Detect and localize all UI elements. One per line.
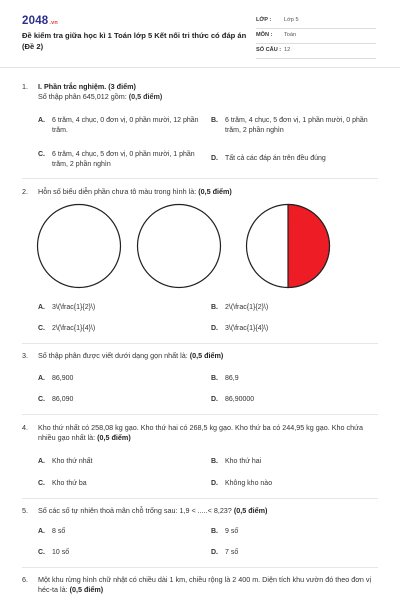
option-text: 6 trăm, 4 chục, 5 đơn vị, 0 phần mười, 1 phần trăm, 2 phần nghìn [52, 151, 195, 168]
logo-suffix: .vn [49, 20, 58, 26]
question-stem: Số thập phân 645,012 gồm: [38, 92, 127, 101]
option-text: 86,90000 [225, 396, 255, 403]
option-label: D. [211, 480, 218, 487]
question-points: (0,5 điểm) [189, 351, 224, 360]
option-label: C. [38, 396, 45, 403]
question-number: 3. [22, 351, 28, 360]
shaded-half [288, 205, 330, 288]
option-label: A. [38, 304, 45, 311]
option-text: 3\(\frac{1}{4}\) [225, 325, 269, 332]
question-stem: Hỗn số biểu diễn phần chưa tô màu trong hình là: [38, 187, 197, 196]
meta-value: 12 [284, 47, 291, 53]
question-heading [38, 82, 382, 92]
meta-value: Toán [284, 32, 297, 38]
question-stem: Kho thứ nhất có 258,08 kg gạo. Kho thứ hai có 268,5 kg gạo. Kho thứ ba có 244,95 kg gạo. Kho chứa nhiều gạo nhất là: [38, 423, 363, 442]
divider [22, 567, 378, 568]
meta-key: SỐ CÂU : [256, 47, 282, 53]
option-text: 10 số [52, 549, 70, 556]
meta-key: LỚP : [256, 17, 272, 23]
option-text: Kho thứ nhất [52, 458, 93, 465]
meta-row-subject [256, 29, 376, 44]
option-text: 8 số [52, 528, 66, 535]
option-text: Kho thứ hai [225, 458, 262, 465]
option-label: A. [38, 117, 45, 124]
question-stem: Số thập phân được viết dưới dạng gọn nhất là: [38, 351, 188, 360]
document-header [0, 0, 400, 68]
option-text: 86,900 [52, 375, 74, 382]
divider [22, 178, 378, 179]
logo-text: 2048 [22, 15, 49, 27]
option-label: B. [211, 304, 218, 311]
option-text: 2\(\frac{1}{2}\) [225, 304, 269, 311]
site-logo[interactable] [22, 15, 58, 27]
option-text: 3\(\frac{1}{2}\) [52, 304, 96, 311]
divider [22, 343, 378, 344]
option-text: 9 số [225, 528, 239, 535]
question-points: (0,5 điểm) [97, 433, 131, 442]
question-text [38, 423, 382, 443]
option-label: B. [211, 458, 218, 465]
question-number: 5. [22, 506, 28, 515]
option-label: A. [38, 528, 45, 535]
divider [22, 414, 378, 415]
meta-value: Lớp 5 [284, 17, 299, 23]
question-text [38, 575, 382, 595]
question-number: 4. [22, 423, 28, 432]
option-text: Tất cả các đáp án trên đều đúng [225, 155, 326, 162]
option-text: Kho thứ ba [52, 480, 87, 487]
option-label: B. [211, 528, 218, 535]
option-text: 86,9 [225, 375, 239, 382]
question-stem: Số các số tự nhiên thoả mãn chỗ trống sau: 1,9 < .....< 8,23? [38, 506, 232, 515]
option-label: A. [38, 375, 45, 382]
option-label: B. [211, 117, 218, 124]
question-number: 2. [22, 187, 28, 196]
question-number: 6. [22, 575, 28, 584]
meta-row-grade [256, 14, 376, 29]
question-text [38, 351, 382, 361]
divider [22, 498, 378, 499]
question-text [38, 187, 382, 197]
option-label: B. [211, 375, 218, 382]
option-label: A. [38, 458, 45, 465]
question-points: (0,5 điểm) [69, 585, 104, 594]
option-text: 7 số [225, 549, 239, 556]
option-text: 86,090 [52, 396, 74, 403]
question-points: (0,5 điểm) [233, 506, 268, 515]
option-label: C. [38, 480, 45, 487]
circle-unshaded-1 [38, 205, 121, 288]
option-label: D. [211, 325, 218, 332]
question-number: 1. [22, 82, 28, 91]
option-text: 6 trăm, 4 chục, 0 đơn vị, 0 phần mười, 12 phần trăm. [52, 117, 199, 134]
option-label: C. [38, 549, 45, 556]
meta-row-question-count [256, 44, 376, 59]
option-label: C. [38, 325, 45, 332]
question-text [38, 92, 382, 102]
meta-key: MÔN : [256, 32, 273, 38]
option-text: Không kho nào [225, 480, 273, 487]
fraction-circles-figure [36, 202, 376, 290]
question-points: (0,5 điểm) [198, 187, 232, 196]
section-heading: I. Phần trắc nghiệm. (3 điểm) [38, 82, 136, 91]
option-label: D. [211, 549, 218, 556]
question-points: (0,5 điểm) [128, 92, 163, 101]
document-title: Đề kiểm tra giữa học kì 1 Toán lớp 5 Kết nối tri thức có đáp án (Đề 2) [22, 31, 247, 51]
option-label: C. [38, 151, 45, 158]
question-text [38, 506, 382, 516]
option-label: D. [211, 155, 218, 162]
option-label: D. [211, 396, 218, 403]
option-text: 2\(\frac{1}{4}\) [52, 325, 96, 332]
option-text: 6 trăm, 4 chục, 5 đơn vị, 1 phần mười, 0 phần trăm, 2 phần nghìn [225, 117, 368, 134]
circle-unshaded-2 [138, 205, 221, 288]
question-stem: Một khu rừng hình chữ nhật có chiều dài 1 km, chiều rộng là 2 400 m. Diện tích khu vườn đó theo đơn vị héc-ta là: [38, 575, 372, 594]
